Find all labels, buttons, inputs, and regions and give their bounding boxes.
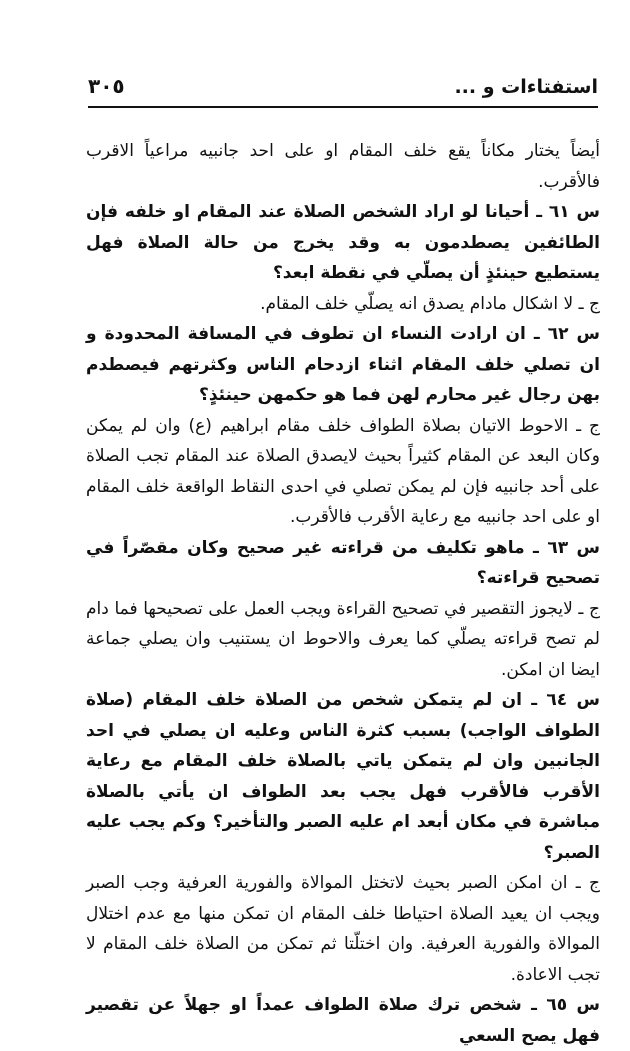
question-64: س ٦٤ ـ ان لم يتمكن شخص من الصلاة خلف المقام (صلاة الطواف الواجب) بسبب كثرة الناس وعليه ان يصلي في احد الجانبين وان لم يتمكن ياتي بالصلاة خلف المقام مع رعاية الأقرب فالأقرب فهل يجب بعد الطواف ان يأتي بالصلاة مباشرة في مكان أبعد ام عليه الصبر والتأخير؟ وكم يجب عليه الصبر؟ <box>86 690 600 863</box>
question-65: س ٦٥ ـ شخص ترك صلاة الطواف عمداً او جهلاً عن تقصير فهل يصح السعي <box>86 995 600 1046</box>
question-61: س ٦١ ـ أحيانا لو اراد الشخص الصلاة عند المقام او خلفه فإن الطائفين يصطدمون به وقد يخرج من حالة الصلاة فهل يستطيع حينئذٍ أن يصلّي في نقطة ابعد؟ <box>86 202 600 283</box>
answer-63: ج ـ لايجوز التقصير في تصحيح القراءة ويجب العمل على تصحيحها فما دام لم تصح قراءته يصلّي كما يعرف والاحوط ان يستنيب وان يصلي جماعة ايضا ان امكن. <box>86 598 600 680</box>
header-rule <box>88 106 598 108</box>
answer-61: ج ـ لا اشكال مادام يصدق انه يصلّي خلف المقام. <box>260 293 600 314</box>
answer-62: ج ـ الاحوط الاتيان بصلاة الطواف خلف مقام ابراهيم (ع) وان لم يمكن وكان البعد عن المقام كثيراً بحيث لايصدق الصلاة عند المقام تجب الصلاة على أحد جانبيه فإن لم يمكن تصلي في احدى النقاط الواقعة خلف المقام او على احد جانبيه مع رعاية الأقرب فالأقرب. <box>86 415 600 527</box>
question-62: س ٦٢ ـ ان ارادت النساء ان تطوف في المسافة المحدودة و ان تصلي خلف المقام اثناء ازدحام الناس وكثرتهم فيصطدم بهن رجال غير محارم لهن فما هو حكمهن حينئذٍ؟ <box>86 324 600 405</box>
page-header <box>88 68 598 102</box>
answer-64: ج ـ ان امكن الصبر بحيث لاتختل الموالاة والفورية العرفية وجب الصبر ويجب ان يعيد الصلاة احتياطا خلف المقام ان تمكن منها مع عدم اختلال الموالاة والفورية العرفية. وان اختلّتا ثم تمكن من الصلاة خلف المقام لا تجب الاعادة. <box>86 873 600 985</box>
question-63: س ٦٣ ـ ماهو تكليف من قراءته غير صحيح وكان مقصّراً في تصحيح قراءته؟ <box>86 537 600 588</box>
running-title: استفتاءات و ... <box>454 76 598 98</box>
continuation-paragraph: أيضاً يختار مكاناً يقع خلف المقام او على احد جانبيه مراعياً الاقرب فالأقرب. <box>86 141 600 192</box>
body-text <box>86 136 600 1046</box>
page-number: ٣٠٥ <box>88 74 125 98</box>
